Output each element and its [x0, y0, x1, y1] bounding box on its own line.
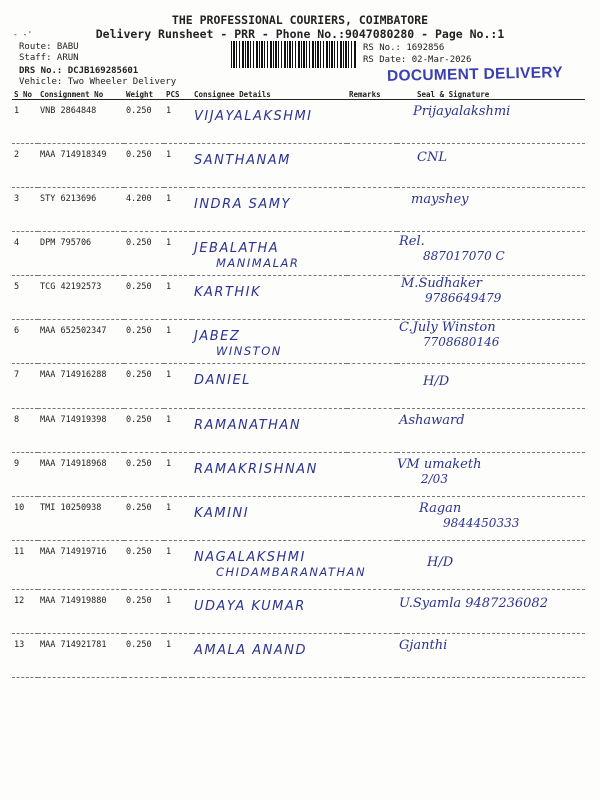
staff-text: Staff: ARUN: [19, 53, 79, 63]
row-weight: 0.250: [124, 320, 164, 364]
consignee-name: AMALA ANAND: [194, 643, 308, 658]
runsheet-subtitle: Delivery Runsheet - PRR - Phone No.:9047080280 - Page No.:1: [95, 27, 505, 41]
company-title: THE PROFESSIONAL COURIERS, COIMBATORE: [171, 13, 429, 27]
signature: Ashaward: [399, 413, 465, 428]
row-signature: [397, 100, 585, 144]
row-consignee: [192, 497, 347, 541]
row-consignee: [192, 453, 347, 497]
table-header: [12, 89, 585, 100]
row-weight: 0.250: [124, 232, 164, 276]
row-pcs: 1: [164, 144, 192, 188]
row-sno: 3: [12, 188, 38, 232]
signature: M.Sudhaker: [401, 276, 482, 291]
row-remarks: [347, 497, 397, 541]
consignee-name: VIJAYALAKSHMI: [194, 109, 313, 124]
consignee-name-line2: MANIMALAR: [216, 256, 300, 270]
row-consignee: [192, 100, 347, 144]
row-weight: 0.250: [124, 409, 164, 453]
row-consignee: [192, 634, 347, 678]
row-sno: 12: [12, 590, 38, 634]
signature: H/D: [423, 374, 450, 389]
col-consignment: Consignment No: [38, 89, 124, 100]
signature-phone: 2/03: [421, 472, 448, 486]
signature: Prijayalakshmi: [413, 104, 511, 119]
col-pcs: PCS: [164, 89, 192, 100]
row-pcs: 1: [164, 276, 192, 320]
vehicle-text: Vehicle: Two Wheeler Delivery: [19, 77, 177, 87]
table-row: [12, 100, 585, 144]
row-sno: 5: [12, 276, 38, 320]
col-remarks: Remarks: [347, 89, 397, 100]
row-consignment: TCG 42192573: [38, 276, 124, 320]
signature: U.Syamla 9487236082: [399, 596, 548, 611]
corner-mark: - -': [13, 30, 33, 39]
row-signature: [397, 276, 585, 320]
row-consignment: VNB 2864848: [38, 100, 124, 144]
table-row: [12, 320, 585, 364]
row-remarks: [347, 634, 397, 678]
drs-number: DRS No.: DCJB169285601: [19, 66, 139, 76]
row-pcs: 1: [164, 497, 192, 541]
col-seal: Seal & Signature: [397, 89, 585, 100]
row-remarks: [347, 188, 397, 232]
consignee-name: RAMANATHAN: [194, 418, 302, 433]
signature: Gjanthi: [399, 638, 448, 653]
row-pcs: 1: [164, 100, 192, 144]
row-consignment: MAA 714919880: [38, 590, 124, 634]
row-signature: [397, 541, 585, 590]
row-consignee: [192, 320, 347, 364]
row-signature: [397, 497, 585, 541]
row-consignment: MAA 714919398: [38, 409, 124, 453]
row-signature: [397, 320, 585, 364]
table-row: [12, 276, 585, 320]
consignee-name: SANTHANAM: [194, 153, 291, 168]
row-consignee: [192, 276, 347, 320]
row-remarks: [347, 144, 397, 188]
row-signature: [397, 453, 585, 497]
row-sno: 8: [12, 409, 38, 453]
consignee-name: JABEZ: [194, 329, 241, 344]
row-remarks: [347, 364, 397, 409]
row-sno: 4: [12, 232, 38, 276]
col-consignee: Consignee Details: [192, 89, 347, 100]
consignee-name-line2: CHIDAMBARANATHAN: [216, 565, 367, 579]
row-sno: 2: [12, 144, 38, 188]
row-weight: 0.250: [124, 100, 164, 144]
table-row: [12, 232, 585, 276]
barcode: [231, 41, 357, 68]
row-weight: 0.250: [124, 541, 164, 590]
row-sno: 7: [12, 364, 38, 409]
signature: C.July Winston: [399, 320, 496, 335]
row-consignment: MAA 714916288: [38, 364, 124, 409]
row-weight: 0.250: [124, 590, 164, 634]
row-consignment: TMI 10250938: [38, 497, 124, 541]
row-consignment: STY 6213696: [38, 188, 124, 232]
table-row: [12, 144, 585, 188]
row-remarks: [347, 590, 397, 634]
signature: H/D: [427, 555, 454, 570]
rs-number: RS No.: 1692856: [363, 43, 445, 53]
table-row: [12, 453, 585, 497]
row-pcs: 1: [164, 188, 192, 232]
row-signature: [397, 144, 585, 188]
table-row: [12, 364, 585, 409]
row-sno: 10: [12, 497, 38, 541]
consignee-name-line2: WINSTON: [216, 344, 282, 358]
row-consignee: [192, 364, 347, 409]
table-row: [12, 497, 585, 541]
signature: Rel.: [399, 234, 425, 249]
row-consignment: MAA 714921781: [38, 634, 124, 678]
consignee-name: NAGALAKSHMI: [194, 550, 306, 565]
row-remarks: [347, 100, 397, 144]
row-signature: [397, 634, 585, 678]
row-weight: 0.250: [124, 144, 164, 188]
row-remarks: [347, 232, 397, 276]
row-remarks: [347, 276, 397, 320]
row-weight: 0.250: [124, 497, 164, 541]
row-weight: 0.250: [124, 276, 164, 320]
consignee-name: UDAYA KUMAR: [194, 599, 306, 614]
row-consignee: [192, 409, 347, 453]
row-pcs: 1: [164, 541, 192, 590]
signature: Ragan: [419, 501, 462, 516]
row-consignment: MAA 714918349: [38, 144, 124, 188]
col-sno: S No: [12, 89, 38, 100]
runsheet-table: [12, 89, 585, 678]
row-sno: 6: [12, 320, 38, 364]
consignee-name: INDRA SAMY: [194, 197, 291, 212]
consignee-name: RAMAKRISHNAN: [194, 462, 318, 477]
table-row: [12, 590, 585, 634]
consignee-name: KARTHIK: [194, 285, 262, 300]
signature-phone: 7708680146: [423, 335, 500, 349]
row-signature: [397, 364, 585, 409]
signature: VM umaketh: [397, 457, 482, 472]
row-consignee: [192, 144, 347, 188]
row-pcs: 1: [164, 634, 192, 678]
table-row: [12, 409, 585, 453]
consignee-name: JEBALATHA: [194, 241, 280, 256]
row-consignee: [192, 232, 347, 276]
row-pcs: 1: [164, 320, 192, 364]
row-sno: 1: [12, 100, 38, 144]
row-consignment: MAA 714919716: [38, 541, 124, 590]
row-consignment: MAA 714918968: [38, 453, 124, 497]
row-remarks: [347, 453, 397, 497]
table-row: [12, 541, 585, 590]
consignee-name: KAMINI: [194, 506, 250, 521]
row-weight: 4.200: [124, 188, 164, 232]
signature: CNL: [417, 150, 447, 165]
signature-phone: 887017070 C: [423, 249, 505, 263]
route-text: Route: BABU: [19, 42, 79, 52]
table-row: [12, 634, 585, 678]
document-delivery-stamp: DOCUMENT DELIVERY: [386, 64, 564, 85]
row-consignee: [192, 590, 347, 634]
row-pcs: 1: [164, 232, 192, 276]
signature: mayshey: [411, 192, 469, 207]
row-signature: [397, 590, 585, 634]
row-pcs: 1: [164, 590, 192, 634]
row-signature: [397, 232, 585, 276]
row-sno: 11: [12, 541, 38, 590]
row-weight: 0.250: [124, 364, 164, 409]
row-consignment: DPM 795706: [38, 232, 124, 276]
signature-phone: 9844450333: [443, 516, 520, 530]
row-remarks: [347, 320, 397, 364]
row-sno: 13: [12, 634, 38, 678]
row-sno: 9: [12, 453, 38, 497]
row-weight: 0.250: [124, 634, 164, 678]
row-consignee: [192, 541, 367, 590]
row-consignment: MAA 652502347: [38, 320, 124, 364]
row-signature: [397, 188, 585, 232]
row-consignee: [192, 188, 347, 232]
row-remarks: [347, 409, 397, 453]
row-pcs: 1: [164, 453, 192, 497]
signature-phone: 9786649479: [425, 291, 502, 305]
table-row: [12, 188, 585, 232]
consignee-name: DANIEL: [194, 373, 251, 388]
row-signature: [397, 409, 585, 453]
row-weight: 0.250: [124, 453, 164, 497]
rs-date: RS Date: 02-Mar-2026: [363, 55, 472, 65]
col-weight: Weight: [124, 89, 164, 100]
row-pcs: 1: [164, 409, 192, 453]
row-pcs: 1: [164, 364, 192, 409]
